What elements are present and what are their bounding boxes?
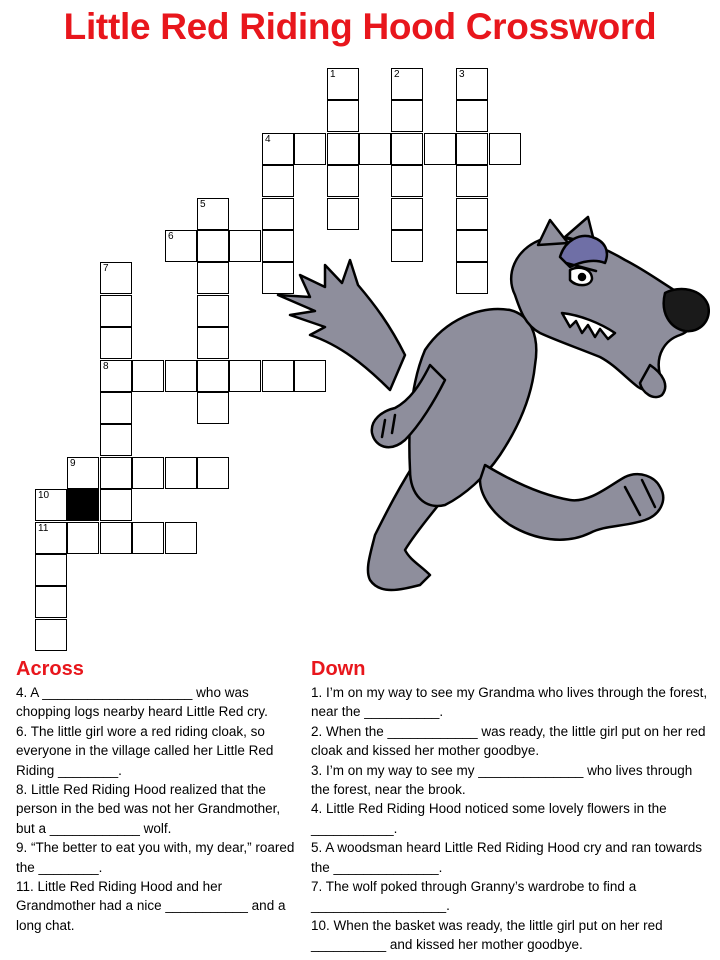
crossword-cell	[100, 327, 132, 359]
wolf-illustration	[270, 215, 710, 645]
crossword-cell	[391, 133, 423, 165]
clue-across-4: 4. A ____________________ who was chopping logs nearby heard Little Red cry.	[16, 685, 268, 720]
crossword-cell	[359, 133, 391, 165]
wolf-tail	[278, 260, 405, 390]
clue-down-1: 1. I’m on my way to see my Grandma who lives through the forest, near the __________.	[311, 685, 708, 720]
clue-down-2: 2. When the ____________ was ready, the little girl put on her red cloak and kissed her mother goodbye.	[311, 723, 706, 759]
crossword-cell	[197, 295, 229, 327]
crossword-cell	[456, 100, 488, 132]
crossword-cell	[327, 68, 359, 100]
crossword-cell	[456, 165, 488, 197]
clue-down-3: 3. I’m on my way to see my ______________ who lives through the forest, near the brook.	[311, 762, 693, 798]
clue-down-4: 4. Little Red Riding Hood noticed some lovely flowers in the ___________.	[311, 801, 667, 836]
clue-across-9: 9. “The better to eat you with, my dear,” roared the ________.	[16, 840, 295, 875]
crossword-cell	[197, 392, 229, 424]
crossword-cell	[197, 457, 229, 489]
crossword-cell	[165, 230, 197, 262]
wolf-front-leg	[480, 465, 663, 540]
crossword-cell	[327, 165, 359, 197]
crossword-cell	[67, 522, 99, 554]
crossword-cell	[456, 68, 488, 100]
crossword-cell	[229, 230, 261, 262]
crossword-cell	[100, 392, 132, 424]
crossword-cell	[391, 68, 423, 100]
clue-number: 10	[38, 490, 50, 501]
crossword-cell	[100, 295, 132, 327]
crossword-cell	[132, 457, 164, 489]
crossword-cell	[391, 165, 423, 197]
clue-number: 9	[70, 458, 76, 469]
crossword-cell	[165, 360, 197, 392]
black-square	[67, 489, 99, 521]
crossword-cell	[35, 489, 67, 521]
clue-number: 11	[38, 523, 49, 534]
clue-number: 7	[103, 263, 109, 274]
crossword-cell	[100, 489, 132, 521]
crossword-cell	[327, 133, 359, 165]
crossword-cell	[197, 327, 229, 359]
clue-down-7: 7. The wolf poked through Granny’s wardrobe to find a __________________.	[311, 879, 637, 914]
crossword-cell	[327, 100, 359, 132]
crossword-cell	[456, 133, 488, 165]
clue-down-5: 5. A woodsman heard Little Red Riding Hood cry and ran towards the ______________.	[311, 840, 702, 875]
crossword-cell	[489, 133, 521, 165]
crossword-cell	[197, 360, 229, 392]
crossword-cell	[100, 522, 132, 554]
down-clues	[311, 657, 711, 955]
crossword-cell	[35, 619, 67, 651]
crossword-cell	[197, 262, 229, 294]
crossword-cell	[262, 165, 294, 197]
crossword-cell	[294, 133, 326, 165]
clue-across-6: 6. The little girl wore a red riding cloak, so everyone in the village called her Little Red Riding ________.	[16, 723, 274, 778]
crossword-cell	[100, 262, 132, 294]
clue-number: 5	[200, 199, 206, 210]
crossword-cell	[197, 230, 229, 262]
crossword-cell	[100, 360, 132, 392]
crossword-cell	[35, 554, 67, 586]
clue-number: 6	[168, 231, 174, 242]
crossword-cell	[229, 360, 261, 392]
crossword-cell	[262, 133, 294, 165]
clue-number: 4	[265, 134, 271, 145]
clue-number: 1	[330, 69, 336, 80]
clue-across-8: 8. Little Red Riding Hood realized that the person in the bed was not her Grandmother, but a ____________ wolf.	[16, 782, 281, 836]
clue-number: 8	[103, 361, 109, 372]
crossword-cell	[424, 133, 456, 165]
crossword-cell	[132, 360, 164, 392]
crossword-cell	[165, 457, 197, 489]
clue-number: 3	[459, 69, 465, 80]
crossword-cell	[100, 457, 132, 489]
across-clues	[16, 657, 296, 935]
across-heading: Across	[16, 658, 84, 680]
crossword-cell	[100, 424, 132, 456]
crossword-cell	[35, 522, 67, 554]
wolf-ear	[538, 220, 568, 245]
clue-number: 2	[394, 69, 400, 80]
clue-across-11: 11. Little Red Riding Hood and her Grandmother had a nice ___________ and a long chat.	[16, 879, 286, 933]
crossword-cell	[132, 522, 164, 554]
page-title: Little Red Riding Hood Crossword	[63, 6, 657, 47]
clue-down-10: 10. When the basket was ready, the little girl put on her red __________ and kissed her mother goodbye.	[311, 917, 663, 953]
crossword-cell	[165, 522, 197, 554]
down-heading: Down	[311, 658, 366, 680]
crossword-cell	[35, 586, 67, 618]
crossword-cell	[67, 457, 99, 489]
crossword-cell	[391, 100, 423, 132]
crossword-cell	[197, 198, 229, 230]
